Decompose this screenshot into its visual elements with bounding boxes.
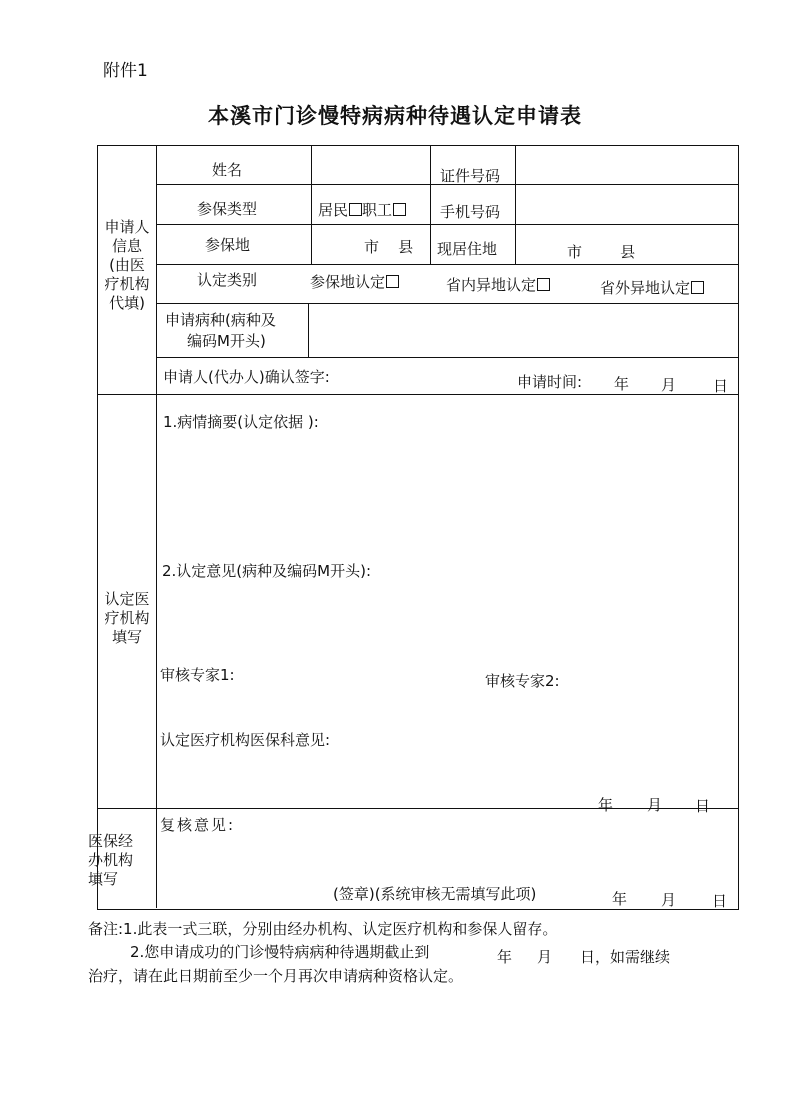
condition-summary-area[interactable] bbox=[160, 436, 736, 554]
disease-label-line1: 申请病种(病种及 bbox=[165, 311, 276, 329]
agency-month: 月 bbox=[661, 891, 677, 909]
apply-year: 年 bbox=[614, 375, 630, 393]
apply-time-label: 申请时间: bbox=[517, 373, 583, 391]
disease-field[interactable] bbox=[311, 306, 736, 354]
section-medical-label: 认定医 疗机构 填写 bbox=[104, 590, 150, 646]
medical-day: 日 bbox=[695, 797, 711, 815]
note-line-2b: 日，如需继续 bbox=[580, 948, 671, 966]
stamp-note: (签章)(系统审核无需填写此项) bbox=[333, 885, 537, 903]
disease-label-line2: 编码M开头) bbox=[187, 332, 266, 350]
agency-day: 日 bbox=[712, 892, 728, 910]
name-field[interactable] bbox=[313, 148, 428, 182]
expert2-label: 审核专家2: bbox=[485, 672, 560, 690]
cert-option-local: 参保地认定 bbox=[310, 273, 399, 291]
cert-option-out-province: 省外异地认定 bbox=[600, 279, 704, 297]
in-province-cert-checkbox[interactable] bbox=[537, 278, 550, 291]
note-month: 月 bbox=[537, 948, 553, 966]
phone-label: 手机号码 bbox=[440, 203, 501, 221]
phone-field[interactable] bbox=[518, 187, 736, 221]
note-line-2a: 2.您申请成功的门诊慢特病病种待遇期截止到 bbox=[130, 943, 430, 961]
section-agency-label: 医保经 办机构 填写 bbox=[88, 832, 134, 888]
residence-value: 市 县 bbox=[567, 243, 636, 261]
expert1-label: 审核专家1: bbox=[160, 666, 235, 684]
section-applicant-label: 申请人 信息 (由医 疗机构 代填) bbox=[104, 218, 150, 312]
attachment-label: 附件1 bbox=[103, 61, 148, 81]
cert-type-label: 认定类别 bbox=[197, 271, 258, 289]
section-divider bbox=[156, 146, 157, 908]
resident-option-label: 居民 bbox=[318, 201, 349, 219]
medical-month: 月 bbox=[647, 796, 663, 814]
cert-opinion-area[interactable] bbox=[160, 584, 736, 664]
employee-option-label: 职工 bbox=[362, 201, 393, 219]
cert-opinion-label: 2.认定意见(病种及编码M开头): bbox=[162, 562, 372, 580]
resident-checkbox[interactable] bbox=[349, 203, 362, 216]
insured-place-value: 市 县 bbox=[364, 238, 414, 256]
insured-place-label: 参保地 bbox=[205, 236, 251, 254]
id-number-field[interactable] bbox=[518, 148, 736, 182]
apply-day: 日 bbox=[713, 377, 729, 395]
note-year: 年 bbox=[497, 948, 513, 966]
name-label: 姓名 bbox=[212, 161, 243, 179]
note-line-1: 备注:1.此表一式三联，分别由经办机构、认定医疗机构和参保人留存。 bbox=[88, 920, 558, 938]
agency-year: 年 bbox=[612, 890, 628, 908]
note-line-3: 治疗，请在此日期前至少一个月再次申请病种资格认定。 bbox=[88, 967, 464, 985]
out-province-cert-checkbox[interactable] bbox=[691, 281, 704, 294]
cert-option-in-province: 省内异地认定 bbox=[446, 276, 550, 294]
insurance-type-label: 参保类型 bbox=[197, 200, 258, 218]
medical-year: 年 bbox=[598, 796, 614, 814]
insurance-type-options bbox=[318, 201, 406, 219]
id-number-label: 证件号码 bbox=[440, 167, 501, 185]
review-opinion-area[interactable] bbox=[160, 838, 736, 882]
dept-opinion-label: 认定医疗机构医保科意见: bbox=[160, 731, 331, 749]
apply-month: 月 bbox=[661, 376, 677, 394]
page-title: 本溪市门诊慢特病病种待遇认定申请表 bbox=[208, 104, 582, 128]
residence-label: 现居住地 bbox=[437, 240, 498, 258]
condition-summary-label: 1.病情摘要(认定依据 ): bbox=[163, 413, 319, 431]
review-opinion-label: 复核意见: bbox=[160, 816, 236, 834]
signature-label: 申请人(代办人)确认签字: bbox=[163, 368, 330, 386]
employee-checkbox[interactable] bbox=[393, 203, 406, 216]
local-cert-checkbox[interactable] bbox=[386, 275, 399, 288]
